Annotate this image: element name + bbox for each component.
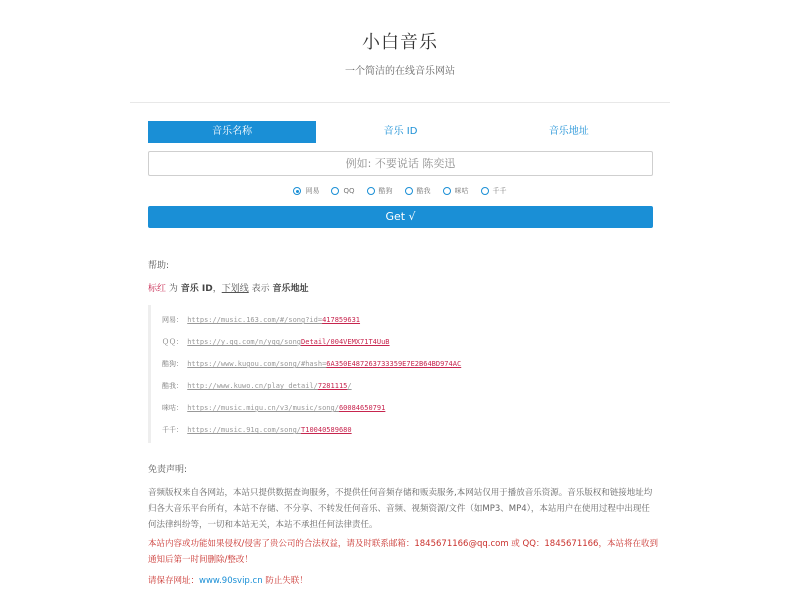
radio-unchecked-icon	[481, 187, 489, 195]
help-text: 表示	[248, 284, 273, 294]
help-note	[148, 281, 308, 294]
radio-label: 酷狗	[378, 187, 393, 195]
disclaimer-title: 免责声明:	[148, 465, 188, 475]
help-underline-label: 下划线	[221, 284, 249, 294]
save-prefix: 请保存网址：	[148, 576, 200, 586]
example-url[interactable]: https://music.migu.cn/v3/music/song/60084650791	[187, 404, 386, 412]
disclaimer-warning: 本站内容或功能如果侵权/侵害了贵公司的合法权益，请及时联系邮箱：1845671166@qq.com 或 QQ：1845671166，本站将在收到通知后第一时间删除/整改！	[148, 539, 658, 565]
help-text: 为	[166, 284, 181, 294]
example-label: 酷狗：	[162, 360, 183, 368]
tab-music-url[interactable]: 音乐地址	[548, 126, 589, 137]
radio-migu[interactable]	[443, 185, 469, 197]
tab-music-id[interactable]: 音乐 ID	[383, 126, 418, 137]
help-text: ，	[212, 284, 222, 294]
save-suffix: 防止失联！	[262, 576, 308, 586]
radio-unchecked-icon	[367, 187, 375, 195]
tab-music-name[interactable]: 音乐名称	[148, 121, 316, 143]
example-url[interactable]: https://y.qq.com/n/yqq/songDetail/004VEMX71T4UuB	[187, 338, 390, 346]
radio-kugou[interactable]	[367, 185, 393, 197]
radio-qq[interactable]	[331, 185, 354, 197]
help-title: 帮助:	[148, 261, 170, 271]
site-title: 小白音乐	[362, 32, 438, 53]
radio-netease[interactable]	[293, 185, 319, 197]
search-input[interactable]	[148, 151, 653, 176]
header-divider	[130, 102, 670, 103]
example-kugou	[162, 359, 461, 369]
example-qq	[162, 337, 390, 347]
example-urls	[148, 305, 653, 443]
site-header	[0, 0, 800, 104]
example-label: ＱＱ：	[162, 338, 183, 346]
radio-qianqian[interactable]	[481, 185, 507, 197]
example-label: 咪咕：	[162, 404, 183, 412]
example-label: 网易：	[162, 316, 183, 324]
example-netease	[162, 315, 360, 325]
example-kuwo	[162, 381, 352, 391]
radio-label: 咪咕	[454, 187, 469, 195]
radio-label: 千千	[492, 187, 507, 195]
search-mode-tabs	[148, 121, 653, 143]
example-url[interactable]: https://music.163.com/#/song?id=417859631	[187, 316, 361, 324]
radio-label: QQ	[343, 187, 355, 195]
save-url-notice	[148, 574, 308, 586]
get-button[interactable]: Get √	[148, 206, 653, 228]
radio-unchecked-icon	[443, 187, 451, 195]
example-url[interactable]: https://music.91q.com/song/T10040589680	[187, 426, 352, 434]
example-label: 酷我：	[162, 382, 183, 390]
help-address-label: 音乐地址	[272, 284, 309, 294]
radio-label: 网易	[305, 187, 320, 195]
example-migu	[162, 403, 385, 413]
site-subtitle: 一个简洁的在线音乐网站	[345, 66, 455, 77]
disclaimer-body: 音频版权来自各网站，本站只提供数据查询服务，不提供任何音频存储和贩卖服务,本网站仅用于播放音乐资源。音乐版权和链接地址均归各大音乐平台所有，本站不存储、不分享、不转发任何音乐、音频、视频资源/文件（如MP3、MP4），本站用户在使用过程中出现任何法律纠纷等，一切和本站无关，本站不承担任何法律责任。	[148, 488, 653, 530]
radio-unchecked-icon	[405, 187, 413, 195]
radio-kuwo[interactable]	[405, 185, 431, 197]
radio-unchecked-icon	[331, 187, 339, 195]
example-url[interactable]: https://www.kugou.com/song/#hash=6A350E487263733359E7E2B64BD974AC	[187, 360, 462, 368]
site-link[interactable]: www.90svip.cn	[199, 576, 263, 586]
source-radio-group	[0, 185, 800, 197]
help-red-label: 标红	[148, 284, 167, 294]
example-label: 千千：	[162, 426, 183, 434]
radio-checked-icon	[293, 187, 301, 195]
radio-label: 酷我	[416, 187, 431, 195]
example-url[interactable]: http://www.kuwo.cn/play_detail/7281115/	[187, 382, 352, 390]
help-id-label: 音乐 ID	[180, 284, 213, 294]
example-qianqian	[162, 425, 352, 435]
